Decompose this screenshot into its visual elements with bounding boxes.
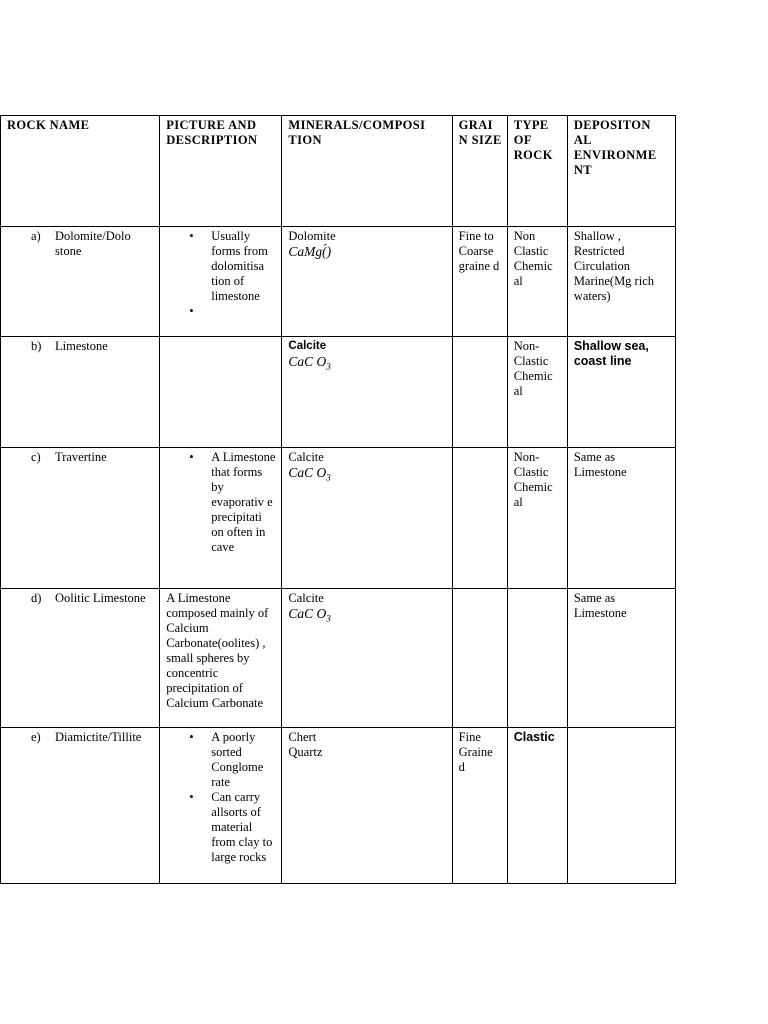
environment-cell: Shallow sea, coast line — [567, 337, 675, 448]
header-grain-size: GRAI N SIZE — [452, 116, 507, 227]
rock-type-cell — [507, 589, 567, 728]
rock-type-cell: Non Clastic Chemic al — [507, 227, 567, 337]
description-bullet: • Can carry allsorts of material from clay to large rocks — [211, 790, 276, 865]
environment-cell — [567, 728, 675, 884]
mineral-name: Chert — [288, 730, 317, 744]
mineral-name: Dolomite — [288, 229, 336, 243]
rock-name: Dolomite/Dolo stone — [55, 229, 131, 258]
grain-size-cell — [452, 337, 507, 448]
mineral-cell — [282, 337, 452, 448]
rock-name-cell — [1, 589, 160, 728]
description-bullet: • A poorly sorted Conglome rate — [211, 730, 276, 790]
environment-cell: Same as Limestone — [567, 448, 675, 589]
header-minerals: MINERALS/COMPOSI TION — [282, 116, 452, 227]
rock-name: Oolitic Limestone — [55, 591, 146, 605]
table-row — [1, 337, 676, 448]
environment-cell: Same as Limestone — [567, 589, 675, 728]
description-cell — [160, 227, 282, 337]
mineral-name: Calcite — [288, 340, 327, 352]
mineral-formula: CaC $O_3$ — [288, 354, 331, 372]
description-cell: A Limestone composed mainly of Calcium Carbonate(oolites) , small spheres by concentric precipitation of Calcium Carbonate — [160, 589, 282, 728]
mineral-formula: CaC $O_3$ — [288, 465, 331, 483]
grain-size-cell — [452, 448, 507, 589]
row-label: c) — [31, 450, 41, 464]
mineral-formula: CaC $O_3$ — [288, 606, 331, 624]
row-label: d) — [31, 591, 42, 605]
description-bullet: • A Limestone that forms by evaporativ e precipitati on often in cave — [211, 450, 276, 555]
row-label: b) — [31, 339, 42, 353]
rock-type-cell: Clastic — [507, 728, 567, 884]
grain-size-cell: Fine Graine d — [452, 728, 507, 884]
description-cell — [160, 448, 282, 589]
mineral-cell — [282, 589, 452, 728]
mineral-cell — [282, 448, 452, 589]
rock-name-cell — [1, 448, 160, 589]
row-label: e) — [31, 730, 41, 744]
header-row — [1, 116, 676, 227]
description-cell — [160, 337, 282, 448]
header-rock-name: ROCK NAME — [1, 116, 160, 227]
rock-name-cell — [1, 227, 160, 337]
mineral-name-2: Quartz — [288, 745, 323, 759]
mineral-cell — [282, 728, 452, 884]
header-environment: DEPOSITON AL ENVIRONME NT — [567, 116, 675, 227]
table-row — [1, 728, 676, 884]
mineral-name: Calcite — [288, 591, 324, 605]
mineral-name: Calcite — [288, 450, 324, 464]
table-row — [1, 589, 676, 728]
rock-type-cell: Non- Clastic Chemic al — [507, 337, 567, 448]
description-cell — [160, 728, 282, 884]
table-row — [1, 448, 676, 589]
header-picture-description: PICTURE AND DESCRIPTION — [160, 116, 282, 227]
rock-table — [0, 115, 676, 884]
grain-size-cell: Fine to Coarse graine d — [452, 227, 507, 337]
row-label: a) — [31, 229, 41, 243]
table-row — [1, 227, 676, 337]
description-bullet — [211, 304, 276, 319]
rock-name-cell — [1, 337, 160, 448]
mineral-cell — [282, 227, 452, 337]
rock-name: Limestone — [55, 339, 108, 353]
mineral-formula: CaMg(́) — [288, 244, 332, 259]
rock-type-cell: Non- Clastic Chemic al — [507, 448, 567, 589]
grain-size-cell — [452, 589, 507, 728]
rock-name: Travertine — [55, 450, 107, 464]
description-bullet: • Usually forms from dolomitisa tion of limestone — [211, 229, 276, 304]
header-type: TYPE OF ROCK — [507, 116, 567, 227]
rock-name-cell — [1, 728, 160, 884]
environment-cell: Shallow , Restricted Circulation Marine(Mg rich waters) — [567, 227, 675, 337]
rock-name: Diamictite/Tillite — [55, 730, 142, 744]
